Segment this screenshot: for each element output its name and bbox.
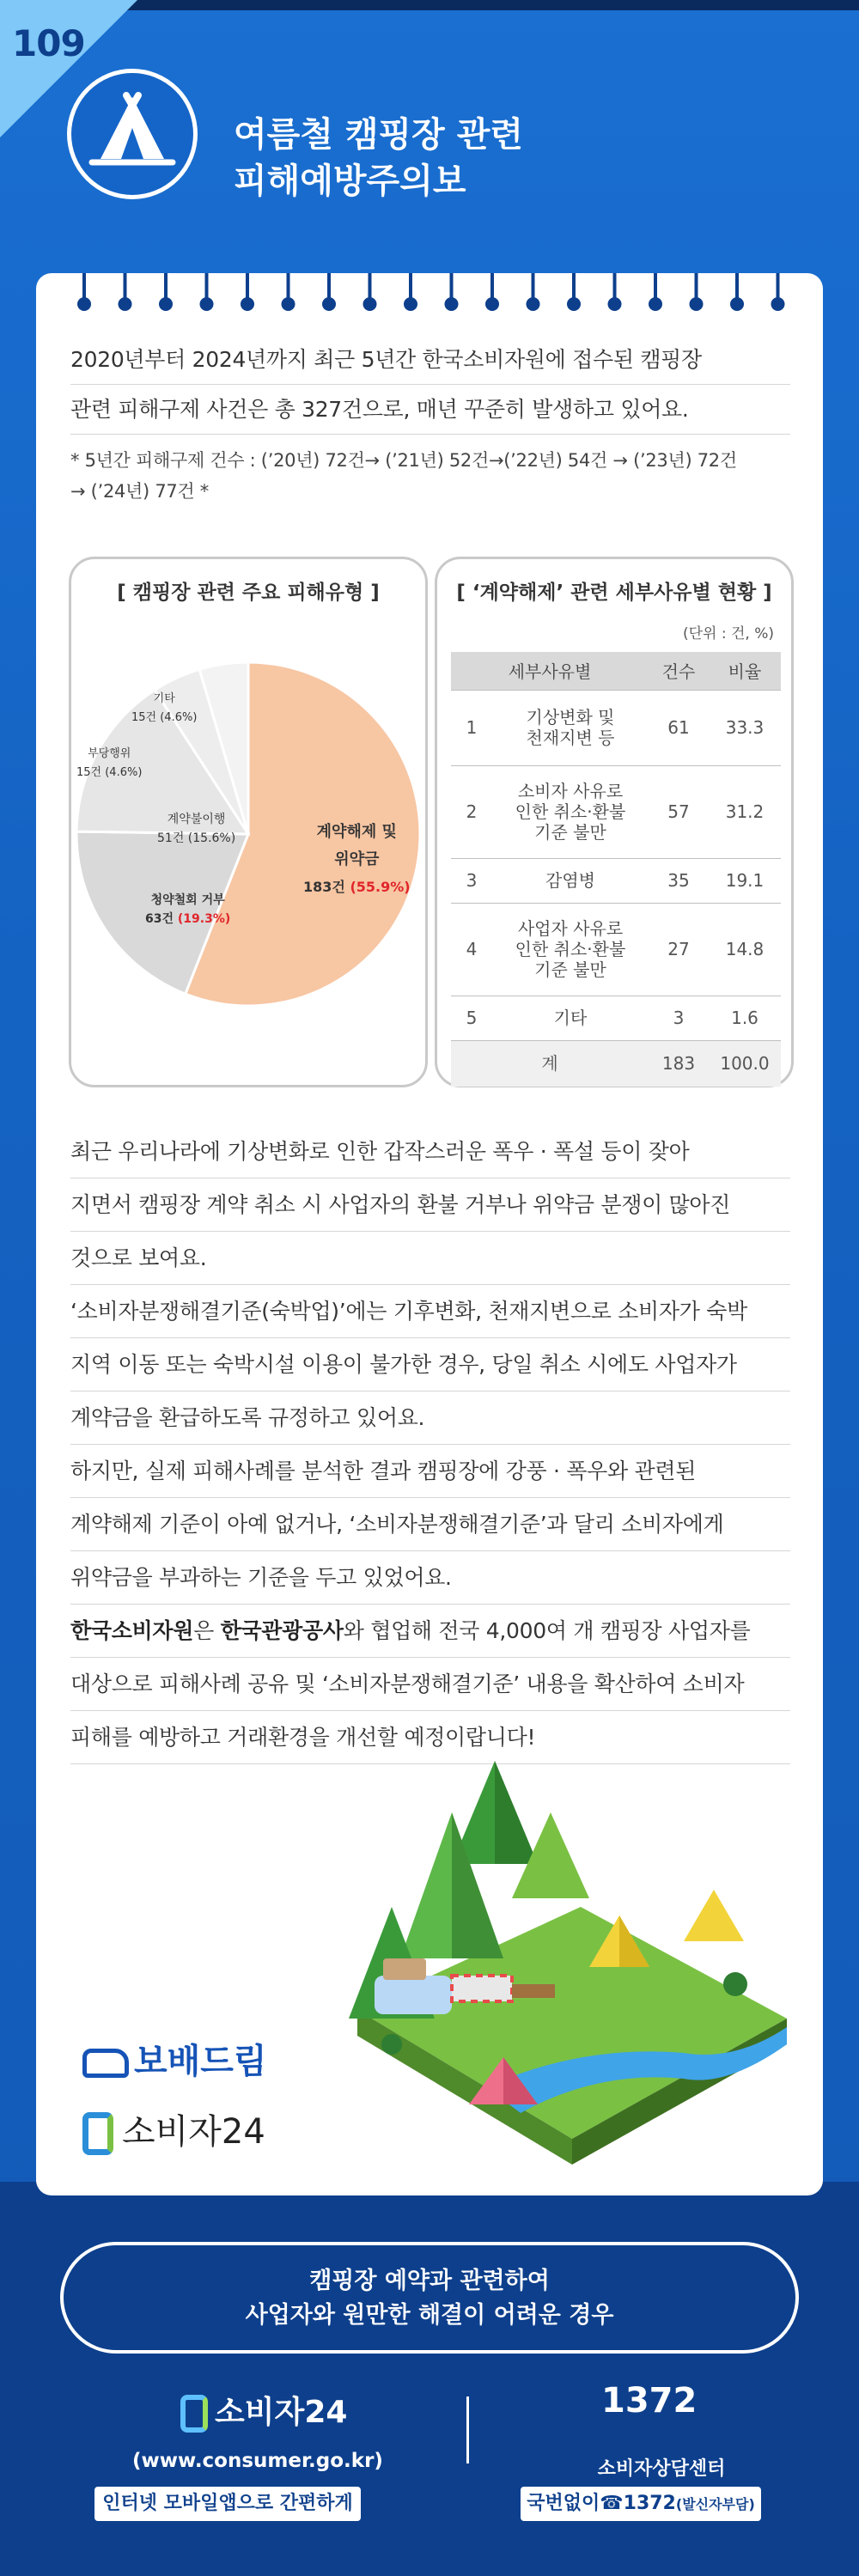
pie-label-refuse-value (145, 910, 230, 929)
row-ratio: 33.3 (709, 690, 781, 765)
binder-hole (322, 297, 336, 311)
page-title (234, 112, 523, 204)
row-no: 4 (451, 903, 492, 996)
row-count: 3 (649, 996, 709, 1040)
hotline-sub: (발신자부담) (675, 2496, 755, 2512)
row-ratio: 31.2 (709, 765, 781, 858)
note-line-1: * 5년간 피해구제 건수 : (’20년) 72건→ (’21년) 52건→(’22년) 54건 → (’23년) 72건 (70, 450, 737, 471)
table-header-ratio: 비율 (709, 652, 781, 690)
intro-line-1: 2020년부터 2024년까지 최근 5년간 한국소비자원에 접수된 캠핑장 (70, 335, 790, 385)
table-row (451, 996, 781, 1040)
intro-note (70, 445, 790, 507)
binder-hole (608, 297, 622, 311)
consumer24-c-icon (82, 2112, 113, 2155)
reason-line: 기상변화 및 (526, 707, 615, 728)
intro-text (70, 335, 790, 507)
pie-label-etc-value: 15건 (4.6%) (131, 711, 198, 724)
row-reason (492, 903, 649, 996)
consumer24-name: 소비자24 (122, 2112, 265, 2152)
row-count: 57 (649, 765, 709, 858)
footer-consumer24-logo[interactable] (180, 2388, 347, 2433)
binder-hole (77, 297, 91, 311)
reason-line: 천재지변 등 (526, 728, 615, 748)
body-line: 하지만, 실제 피해사례를 분석한 결과 캠핑장에 강풍 · 폭우와 관련된 (70, 1445, 790, 1498)
total-count: 183 (649, 1040, 709, 1087)
title-line-1: 여름철 캠핑장 관련 (234, 115, 523, 155)
table-row (451, 903, 781, 996)
body-text (70, 1125, 790, 1764)
body-line: 계약금을 환급하도록 규정하고 있어요. (70, 1392, 790, 1445)
binder-hole (282, 297, 295, 311)
body-line: 지면서 캠핑장 계약 취소 시 사업자의 환불 거부나 위약금 분쟁이 많아진 (70, 1178, 790, 1232)
reason-table (451, 652, 781, 1087)
pie-label-refuse (145, 891, 230, 929)
pie-label-unfair (76, 745, 142, 783)
row-no: 3 (451, 858, 492, 903)
table-total-row (451, 1040, 781, 1087)
pie-label-main-count: 183건 (303, 879, 345, 895)
total-ratio: 100.0 (709, 1040, 781, 1087)
title-line-2: 피해예방주의보 (234, 161, 466, 201)
pie-label-refuse-pct: (19.3%) (177, 912, 231, 926)
table-row (451, 765, 781, 858)
hotline-number: 국번없이☎1372 (527, 2493, 676, 2514)
pie-label-refuse-name: 청약철회 거부 (150, 893, 225, 907)
footer-divider (466, 2396, 469, 2463)
table-row (451, 690, 781, 765)
bobaedream-name: 보배드림 (134, 2042, 267, 2081)
body-fragment: 와 협업해 전국 4,000여 개 캠핑장 사업자를 (343, 1618, 751, 1643)
consumer-url-link[interactable]: (www.consumer.go.kr) (132, 2450, 383, 2472)
pie-panel-title: [ 캠핑장 관련 주요 피해유형 ] (117, 582, 380, 604)
binder-hole (771, 297, 785, 311)
row-reason (492, 690, 649, 765)
pie-label-nonperf-name: 계약불이행 (167, 813, 226, 826)
tent-icon (71, 73, 193, 195)
row-ratio: 1.6 (709, 996, 781, 1040)
note-line-2: → (’24년) 77건 * (70, 481, 209, 502)
consumer24-logo (82, 2104, 265, 2155)
row-reason (492, 765, 649, 858)
table-header-reason: 세부사유별 (451, 652, 649, 690)
pill-line-2: 사업자와 원만한 해결이 어려운 경우 (245, 2302, 614, 2329)
table-header-count: 건수 (649, 652, 709, 690)
body-line: 계약해제 기준이 아예 없거나, ‘소비자분쟁해결기준’과 달리 소비자에게 (70, 1498, 790, 1551)
binder-hole (649, 297, 662, 311)
binder-hole (527, 297, 540, 311)
binder-hole (200, 297, 214, 311)
pie-label-unfair-value: 15건 (4.6%) (76, 766, 143, 779)
row-no: 1 (451, 690, 492, 765)
binder-hole (445, 297, 459, 311)
pie-label-refuse-count: 63건 (145, 912, 174, 926)
body-line (70, 1605, 790, 1658)
pie-label-nonperf-value: 51건 (15.6%) (157, 831, 236, 845)
hotline-logo: 1372 (601, 2381, 698, 2421)
kto-name: 한국관광공사 (220, 1618, 344, 1643)
body-line: ‘소비자분쟁해결기준(숙박업)’에는 기후변화, 천재지변으로 소비자가 숙박 (70, 1285, 790, 1338)
hotline-tag[interactable] (521, 2487, 761, 2521)
reason-line: 소비자 사유로 (517, 781, 624, 801)
total-label: 계 (451, 1040, 649, 1087)
body-fragment: 은 (193, 1618, 221, 1643)
app-tag: 인터넷 모바일앱으로 간편하게 (94, 2487, 361, 2521)
pie-label-main (303, 819, 411, 901)
issue-number: 109 (12, 22, 85, 64)
reason-line: 기준 불만 (534, 959, 606, 980)
footer-consumer24-name: 소비자24 (215, 2395, 348, 2430)
pie-label-etc-name: 기타 (153, 692, 175, 705)
consult-center-name: 소비자상담센터 (597, 2458, 726, 2480)
pie-label-main-name1: 계약해제 및 (316, 823, 397, 841)
row-reason: 기타 (492, 996, 649, 1040)
body-line: 것으로 보여요. (70, 1232, 790, 1285)
row-ratio: 14.8 (709, 903, 781, 996)
pie-label-main-name2: 위약금 (334, 850, 380, 868)
reason-line: 인한 취소·환불 (515, 801, 626, 822)
kca-name: 한국소비자원 (70, 1618, 194, 1643)
pie-panel (69, 557, 428, 1087)
body-line: 지역 이동 또는 숙박시설 이용이 불가한 경우, 당일 취소 시에도 사업자가 (70, 1338, 790, 1392)
table-header-row (451, 652, 781, 690)
reason-line: 사업자 사유로 (517, 918, 624, 939)
campsite-illustration (323, 1761, 804, 2190)
reason-line: 기준 불만 (534, 822, 606, 843)
emblem (67, 69, 198, 199)
binder-hole (404, 297, 417, 311)
body-line: 피해를 예방하고 거래환경을 개선할 예정이랍니다! (70, 1711, 790, 1764)
binder-hole (485, 297, 499, 311)
binder-hole (159, 297, 173, 311)
pill-line-1: 캠핑장 예약과 관련하여 (309, 2268, 550, 2294)
intro-line-2: 관련 피해구제 사건은 총 327건으로, 매년 꾸준히 발생하고 있어요. (70, 385, 790, 435)
pie-label-main-pct: (55.9%) (350, 879, 411, 895)
bobaedream-logo (82, 2034, 267, 2083)
row-no: 5 (451, 996, 492, 1040)
table-panel-title: [ ‘계약해제’ 관련 세부사유별 현황 ] (456, 582, 772, 604)
binder-rings (52, 273, 807, 316)
row-no: 2 (451, 765, 492, 858)
binder-hole (690, 297, 704, 311)
binder-hole (363, 297, 377, 311)
help-pill (60, 2242, 799, 2354)
pie-label-etc (131, 690, 197, 728)
reason-line: 인한 취소·환불 (515, 939, 626, 959)
table-panel (435, 557, 794, 1087)
row-reason: 감염병 (492, 858, 649, 903)
binder-hole (567, 297, 581, 311)
table-row (451, 858, 781, 903)
body-line: 위약금을 부과하는 기준을 두고 있었어요. (70, 1551, 790, 1605)
row-count: 27 (649, 903, 709, 996)
pie-label-nonperf (157, 810, 235, 848)
binder-hole (119, 297, 132, 311)
pie-label-unfair-name: 부당행위 (88, 747, 131, 760)
binder-hole (730, 297, 744, 311)
binder-hole (241, 297, 254, 311)
row-ratio: 19.1 (709, 858, 781, 903)
pie-label-main-value (303, 874, 411, 901)
table-unit: (단위 : 건, %) (682, 625, 774, 642)
body-line: 대상으로 피해사례 공유 및 ‘소비자분쟁해결기준’ 내용을 확산하여 소비자 (70, 1658, 790, 1711)
body-line: 최근 우리나라에 기상변화로 인한 갑작스러운 폭우 · 폭설 등이 잦아 (70, 1125, 790, 1178)
row-count: 35 (649, 858, 709, 903)
footer-consumer24-c-icon (180, 2395, 208, 2433)
car-icon (82, 2049, 129, 2078)
row-count: 61 (649, 690, 709, 765)
